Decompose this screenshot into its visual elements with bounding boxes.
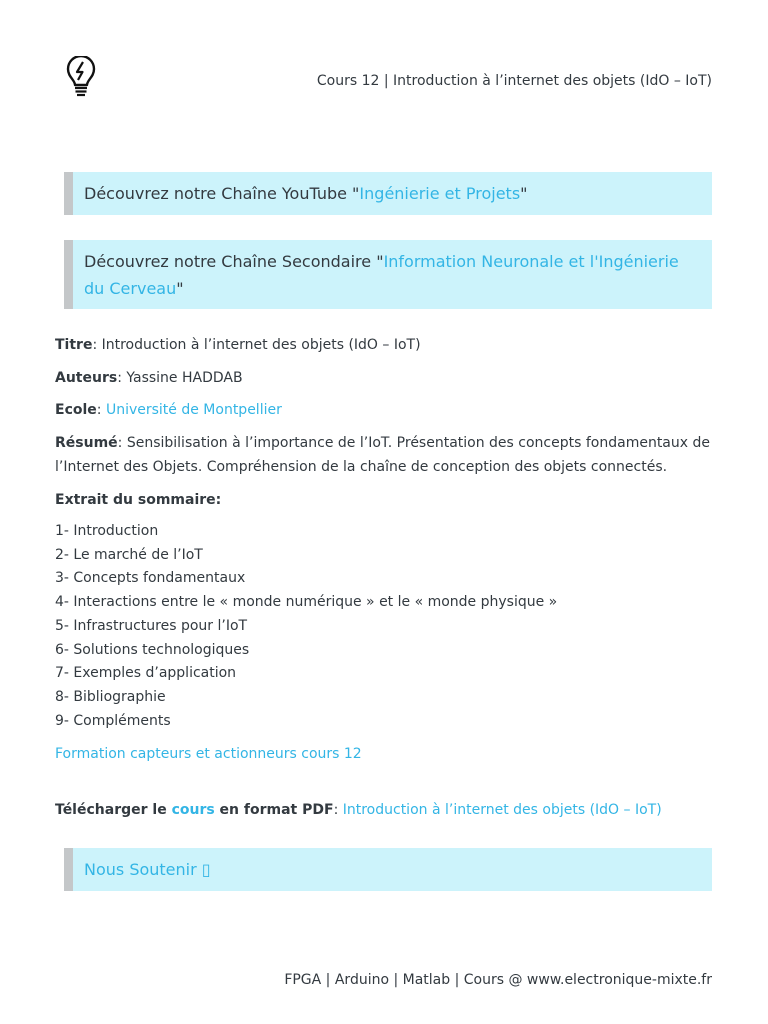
titre-field (55, 333, 715, 357)
missing-glyph-icon: ▯ (201, 860, 211, 879)
ecole-link[interactable]: Université de Montpellier (105, 402, 282, 418)
pdf-download-link[interactable]: Introduction à l’internet des objets (IdO – IoT) (342, 802, 662, 818)
support-callout (64, 848, 712, 891)
list-item: 7- Exemples d’application (55, 665, 237, 682)
youtube-callout (64, 172, 712, 215)
secondary-channel-link[interactable]: Information Neuronale et l'Ingénierie du Cerveau (84, 252, 679, 298)
ecole-label: Ecole (55, 402, 97, 418)
resume-field (55, 431, 715, 479)
list-item: 3- Concepts fondamentaux (55, 570, 246, 587)
list-item: 8- Bibliographie (55, 688, 166, 705)
titre-value: : Introduction à l’internet des objets (IdO – IoT) (92, 337, 421, 353)
download-cours-link[interactable]: cours (171, 802, 215, 818)
resume-value: : Sensibilisation à l’importance de l’IoT. Présentation des concepts fondamentaux de l’Internet des Objets. Compréhension de la chaîne de conception des objets connectés. (55, 435, 710, 475)
ecole-separator: : (96, 402, 106, 418)
download-label-start: Télécharger le (55, 802, 172, 818)
secondary-channel-callout (64, 240, 712, 309)
download-separator: : (333, 802, 343, 818)
auteurs-field (55, 366, 715, 390)
secondary-callout-prefix: Découvrez notre Chaîne Secondaire " (84, 252, 384, 271)
list-item: 4- Interactions entre le « monde numérique » et le « monde physique » (55, 594, 558, 611)
list-item: 5- Infrastructures pour l’IoT (55, 617, 248, 634)
titre-label: Titre (55, 337, 93, 353)
youtube-callout-suffix: " (520, 184, 528, 203)
support-link[interactable] (84, 860, 211, 879)
page-header-title: Cours 12 | Introduction à l’internet des objets (IdO – IoT) (316, 73, 712, 89)
list-item: 6- Solutions technologiques (55, 641, 250, 658)
page-footer: FPGA | Arduino | Matlab | Cours @ www.electronique-mixte.fr (284, 972, 712, 988)
formation-link[interactable]: Formation capteurs et actionneurs cours 12 (55, 746, 362, 762)
download-field (55, 798, 715, 822)
list-item: 2- Le marché de l’IoT (55, 546, 203, 563)
list-item: 1- Introduction (55, 523, 159, 539)
formation-field (55, 742, 715, 766)
youtube-channel-link[interactable]: Ingénierie et Projets (359, 184, 521, 203)
auteurs-value: : Yassine HADDAB (117, 370, 243, 386)
sommaire-heading (55, 488, 715, 512)
lightbulb-icon (64, 56, 98, 98)
sommaire-list (55, 520, 557, 733)
secondary-callout-suffix: " (176, 279, 184, 298)
support-link-label: Nous Soutenir (84, 860, 197, 879)
auteurs-label: Auteurs (55, 370, 118, 386)
resume-label: Résumé (55, 435, 118, 451)
ecole-field (55, 398, 715, 422)
download-label-end: en format PDF (214, 802, 334, 818)
sommaire-heading-text: Extrait du sommaire: (55, 492, 222, 508)
youtube-callout-prefix: Découvrez notre Chaîne YouTube " (84, 184, 360, 203)
list-item: 9- Compléments (55, 712, 171, 729)
